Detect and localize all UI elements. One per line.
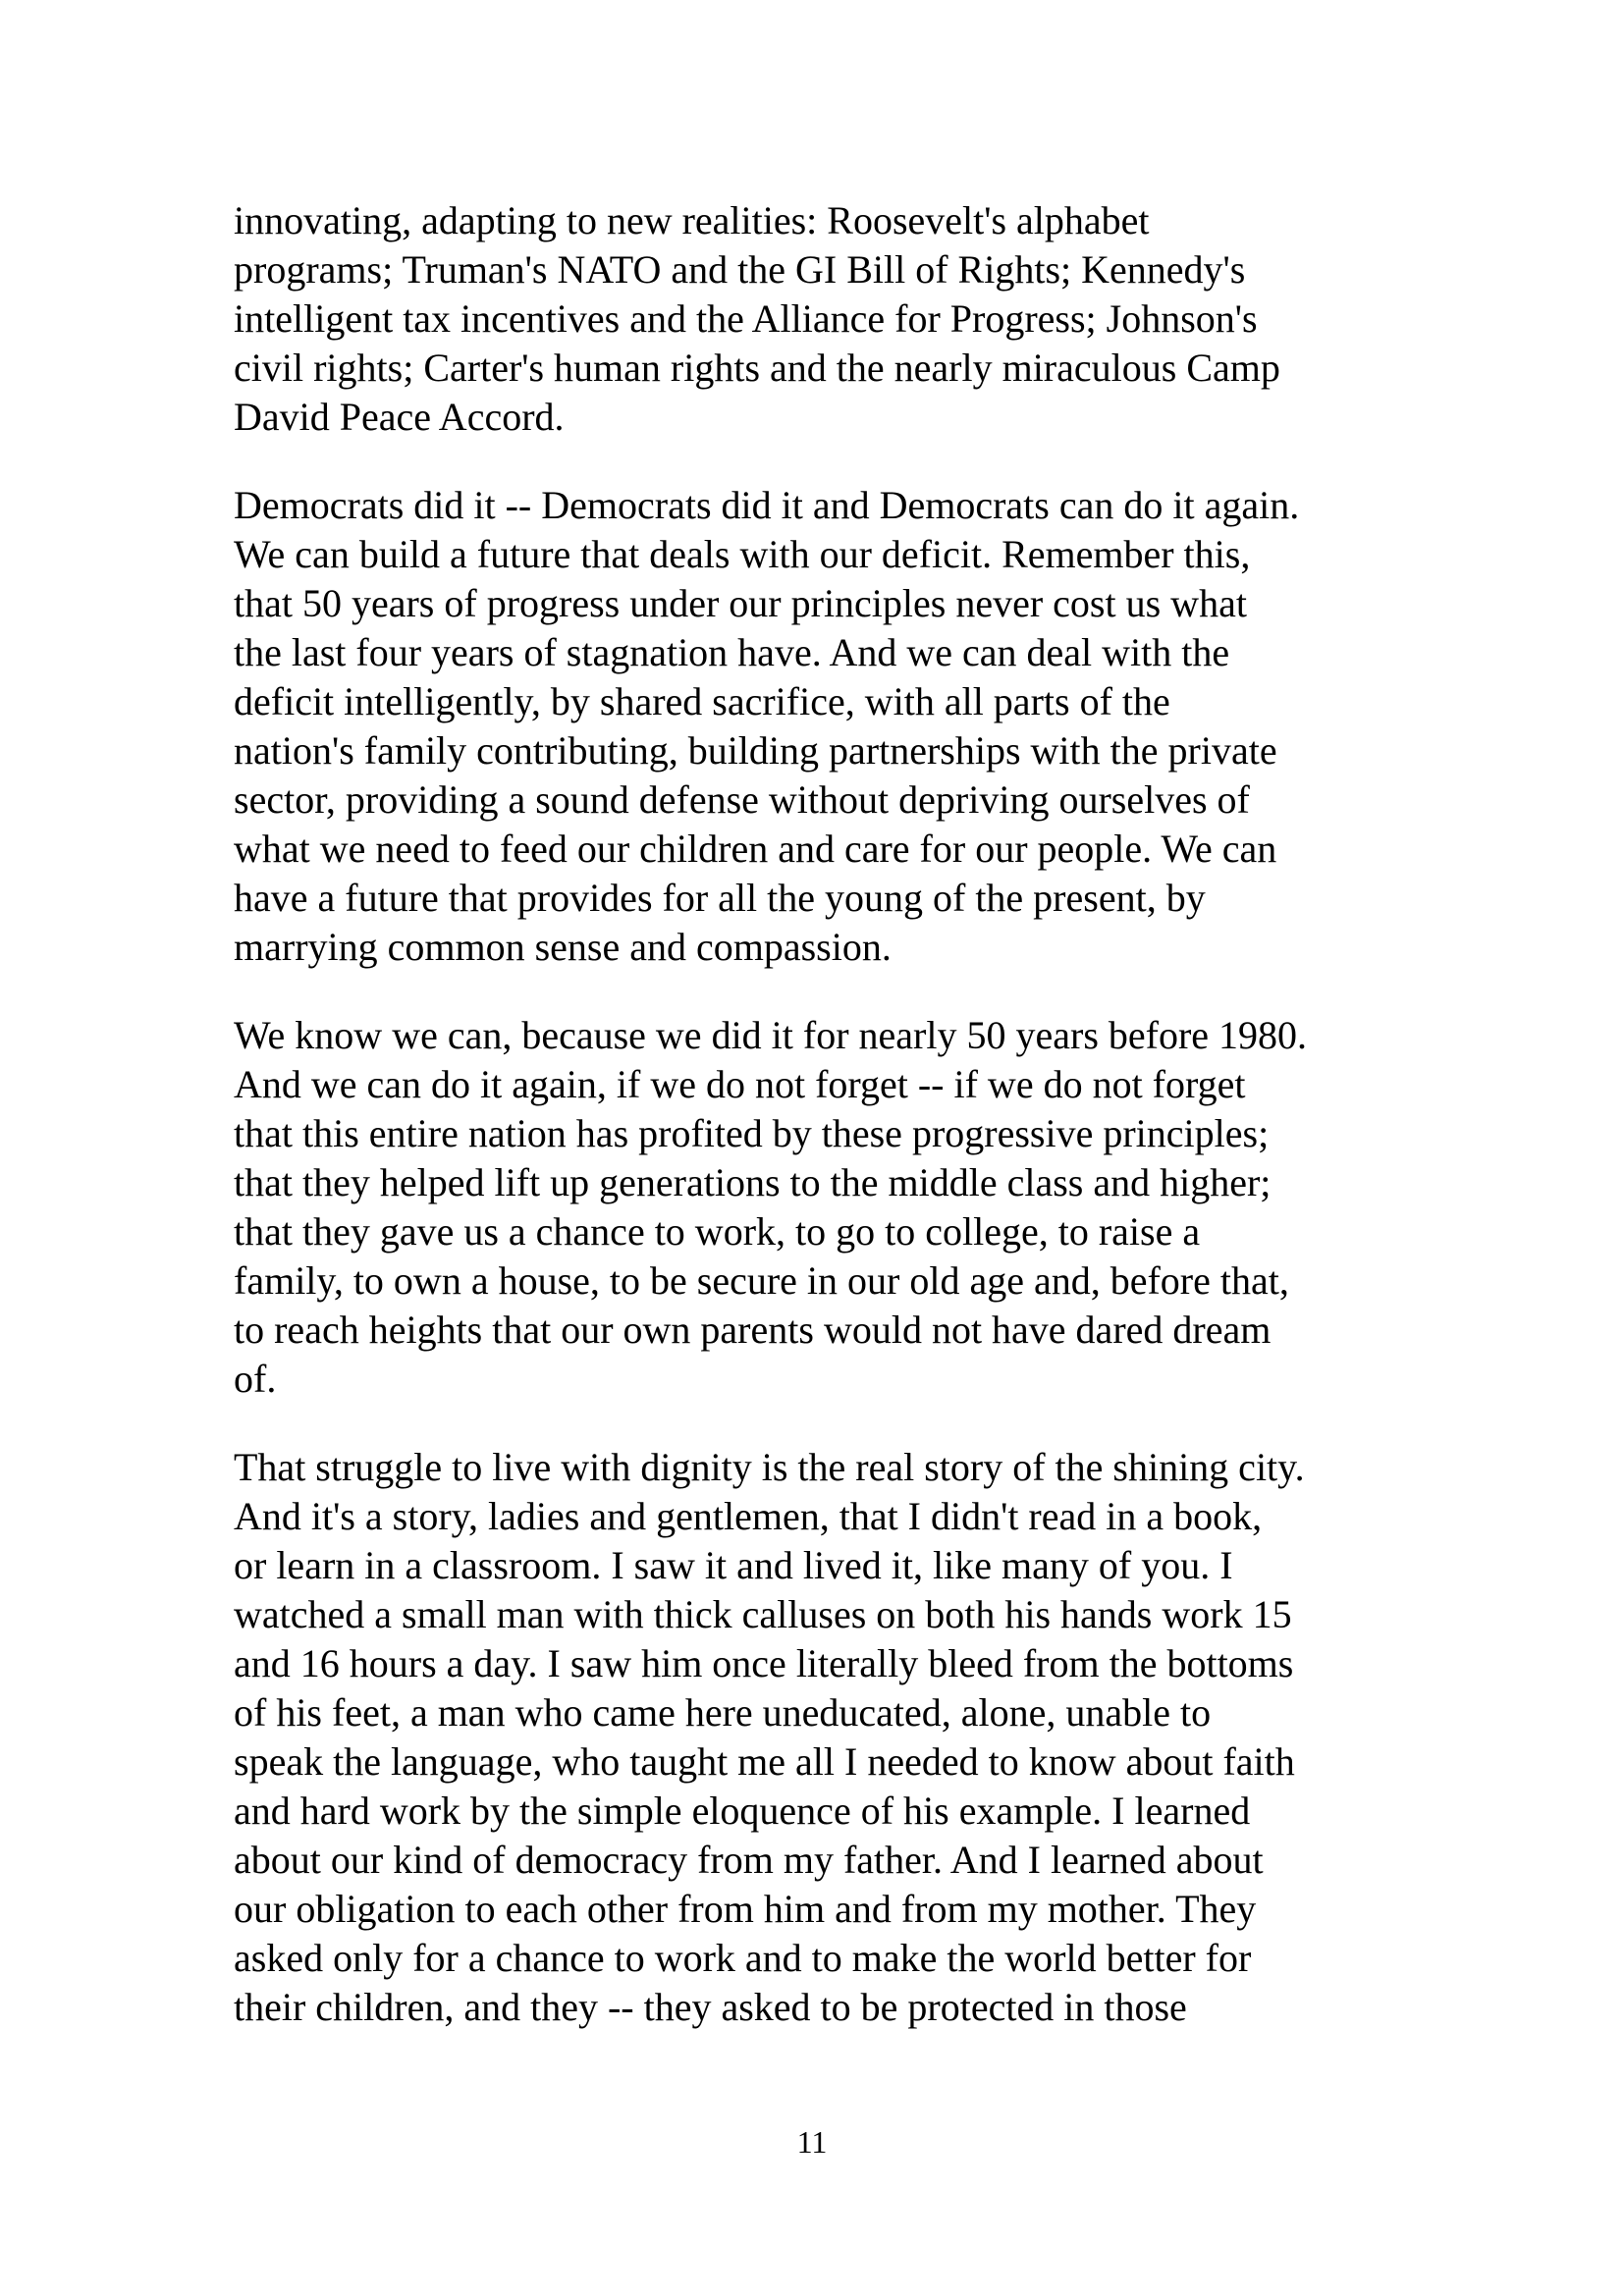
text-line: and 16 hours a day. I saw him once literally bleed from the bottoms <box>234 1641 1294 1685</box>
text-line: have a future that provides for all the young of the present, by <box>234 876 1206 920</box>
text-line: that 50 years of progress under our principles never cost us what <box>234 581 1247 625</box>
text-line: David Peace Accord. <box>234 395 565 439</box>
paragraph-1 <box>234 196 1441 442</box>
paragraph-2 <box>234 481 1441 972</box>
text-line: our obligation to each other from him and from my mother. They <box>234 1887 1257 1931</box>
text-line: about our kind of democracy from my father. And I learned about <box>234 1838 1264 1882</box>
text-line: that this entire nation has profited by these progressive principles; <box>234 1111 1270 1155</box>
text-line: their children, and they -- they asked to be protected in those <box>234 1985 1187 2029</box>
text-line: speak the language, who taught me all I needed to know about faith <box>234 1739 1295 1784</box>
text-line: We can build a future that deals with our deficit. Remember this, <box>234 532 1251 576</box>
text-line: the last four years of stagnation have. And we can deal with the <box>234 630 1230 674</box>
paragraph-3 <box>234 1011 1441 1404</box>
text-line: innovating, adapting to new realities: Roosevelt's alphabet <box>234 198 1150 242</box>
text-line: deficit intelligently, by shared sacrifice, with all parts of the <box>234 679 1170 723</box>
text-line: That struggle to live with dignity is the real story of the shining city. <box>234 1445 1305 1489</box>
text-line: We know we can, because we did it for nearly 50 years before 1980. <box>234 1013 1308 1057</box>
text-line: nation's family contributing, building partnerships with the private <box>234 728 1277 773</box>
text-line: sector, providing a sound defense without depriving ourselves of <box>234 777 1250 822</box>
text-line: intelligent tax incentives and the Alliance for Progress; Johnson's <box>234 296 1258 341</box>
text-line: family, to own a house, to be secure in our old age and, before that, <box>234 1258 1289 1303</box>
text-line: that they gave us a chance to work, to go to college, to raise a <box>234 1209 1201 1254</box>
text-line: programs; Truman's NATO and the GI Bill of Rights; Kennedy's <box>234 247 1246 292</box>
text-line: And it's a story, ladies and gentlemen, that I didn't read in a book, <box>234 1494 1263 1538</box>
text-line: Democrats did it -- Democrats did it and Democrats can do it again. <box>234 483 1300 527</box>
text-line: that they helped lift up generations to the middle class and higher; <box>234 1160 1272 1204</box>
text-line: what we need to feed our children and care for our people. We can <box>234 827 1277 871</box>
text-line: or learn in a classroom. I saw it and lived it, like many of you. I <box>234 1543 1233 1587</box>
text-line: asked only for a chance to work and to make the world better for <box>234 1936 1252 1980</box>
text-line: of. <box>234 1357 277 1401</box>
text-line: marrying common sense and compassion. <box>234 925 892 969</box>
text-line: civil rights; Carter's human rights and the nearly miraculous Camp <box>234 346 1280 390</box>
speech-text-block <box>234 196 1441 2032</box>
text-line: And we can do it again, if we do not forget -- if we do not forget <box>234 1062 1246 1106</box>
text-line: watched a small man with thick calluses on both his hands work 15 <box>234 1592 1292 1636</box>
page-number: 11 <box>796 2124 828 2160</box>
text-line: and hard work by the simple eloquence of his example. I learned <box>234 1789 1251 1833</box>
paragraph-4 <box>234 1443 1441 2032</box>
text-line: to reach heights that our own parents would not have dared dream <box>234 1308 1272 1352</box>
text-line: of his feet, a man who came here uneducated, alone, unable to <box>234 1690 1212 1735</box>
